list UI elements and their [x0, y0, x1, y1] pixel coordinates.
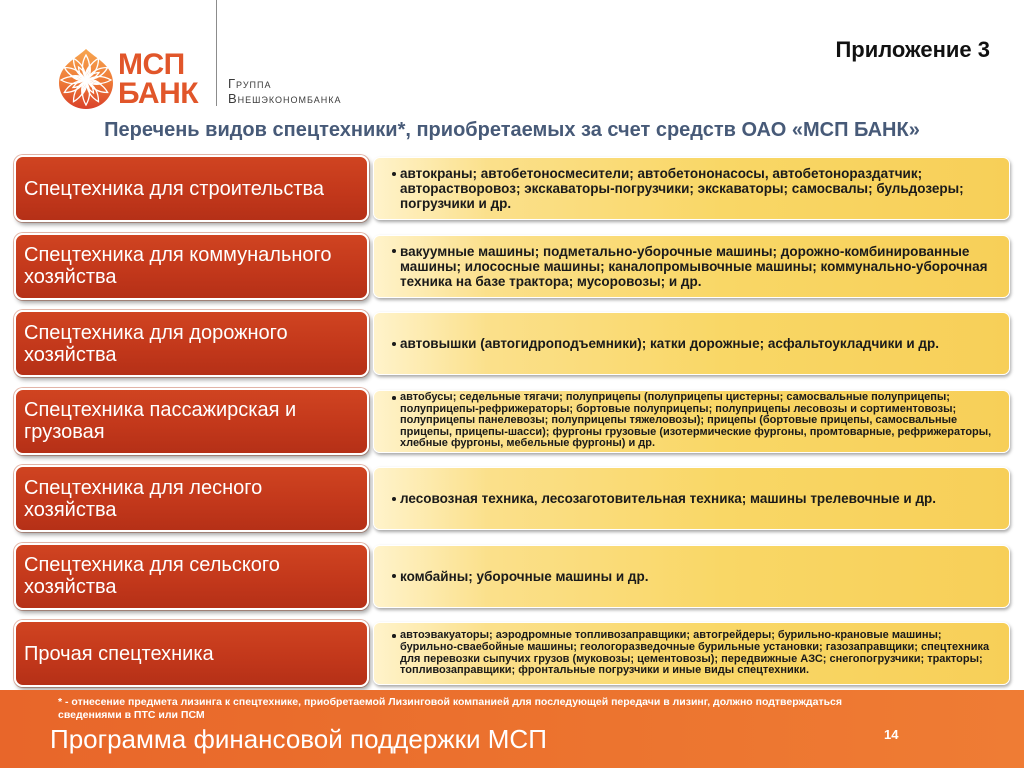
category-label: Спецтехника для коммунального хозяйства: [24, 244, 332, 288]
items-text: [392, 166, 995, 211]
items-list: вакуумные машины; подметально-уборочные машины; дорожно-комбинированные машины; илососные машины; каналопромывочные машины; коммунально-уборочная техника на базе трактора; мусоровозы; и др.: [400, 243, 988, 289]
items-text: [392, 336, 939, 351]
bullet-icon: [392, 172, 396, 176]
program-title: Программа финансовой поддержки МСП: [50, 724, 547, 754]
items-box: [373, 235, 1010, 298]
items-box: [373, 157, 1010, 220]
items-box: [373, 390, 1010, 453]
items-box: [373, 622, 1010, 685]
items-box: [373, 312, 1010, 375]
logo-name-line2: БАНК: [118, 77, 199, 110]
category-label: Прочая спецтехника: [24, 642, 214, 665]
logo-divider: [216, 0, 217, 106]
equipment-row: [14, 388, 1010, 455]
items-text: [392, 569, 648, 584]
items-list: автоэвакуаторы; аэродромные топливозаправщики; автогрейдеры; бурильно-крановые машины; бурильно-сваебойные машины; геологоразведочные бурильные установки; газозаправщики; спецтехника для перевозки сыпучих грузов (муковозы; цементовозы); передвижные АЗС; снегопогрузчики; тракторы; топливозаправщики; фронтальные погрузчики и иные виды спецтехники.: [400, 629, 990, 677]
logo-group-line2: Внешэкономбанка: [228, 91, 342, 106]
category-label: Спецтехника для сельского хозяйства: [24, 554, 280, 598]
pinecone-logo-icon: [56, 46, 116, 110]
appendix-label: Приложение 3: [835, 37, 990, 62]
category-label: Спецтехника пассажирская и грузовая: [24, 399, 297, 443]
category-box: [14, 155, 369, 222]
category-box: [14, 388, 369, 455]
items-text: [392, 491, 936, 506]
bullet-icon: [392, 342, 396, 346]
page-number: 14: [884, 727, 899, 742]
category-box: [14, 233, 369, 300]
equipment-row: [14, 543, 1010, 610]
footer-band: [0, 690, 1024, 768]
slide-title: Перечень видов спецтехники*, приобретаемых за счет средств ОАО «МСП БАНК»: [104, 119, 920, 141]
equipment-row: [14, 233, 1010, 300]
category-box: [14, 620, 369, 687]
logo-group-line1: Группа: [228, 76, 272, 91]
category-box: [14, 465, 369, 532]
items-list: комбайны; уборочные машины и др.: [400, 568, 649, 584]
bullet-icon: [392, 574, 396, 578]
category-label: Спецтехника для строительства: [24, 177, 325, 200]
logo-name-line1: МСП: [118, 48, 185, 81]
category-label: Спецтехника для лесного хозяйства: [24, 476, 263, 521]
bullet-icon: [392, 634, 396, 638]
category-box: [14, 310, 369, 377]
equipment-row: [14, 310, 1010, 377]
items-text: [392, 630, 995, 676]
equipment-row: [14, 155, 1010, 222]
items-list: лесовозная техника, лесозаготовительная техника; машины трелевочные и др.: [400, 491, 937, 506]
bullet-icon: [392, 497, 396, 501]
equipment-row: [14, 620, 1010, 687]
category-label: Спецтехника для дорожного хозяйства: [24, 321, 288, 366]
items-box: [373, 545, 1010, 608]
items-list: автовышки (автогидроподъемники); катки дорожные; асфальтоукладчики и др.: [400, 336, 939, 351]
items-box: [373, 467, 1010, 530]
category-box: [14, 543, 369, 610]
bullet-icon: [392, 396, 396, 400]
items-text: [392, 392, 995, 450]
items-list: автобусы; седельные тягачи; полуприцепы (полуприцепы цистерны; самосвальные полуприцепы; полуприцепы-рефрижераторы; бортовые полуприцепы; полуприцепы лесовозы и сортиментовозы; полуприцепы панелевозы; полуприцепы тяжеловозы); прицепы (бортовые прицепы, самосвальные прицепы, прицепы-шасси); фургоны грузовые (изотермические фургоны, промтоварные, рефрижераторы, хлебные фургоны, мебельные фургоны) и др.: [400, 391, 992, 450]
footnote-text: * - отнесение предмета лизинга к спецтехнике, приобретаемой Лизинговой компанией для последующей передачи в лизинг, должно подтверждаться сведениями в ПТС или ПСМ: [58, 696, 843, 721]
items-text: [392, 244, 995, 289]
bullet-icon: [392, 249, 396, 253]
equipment-table: [14, 155, 1010, 687]
equipment-row: [14, 465, 1010, 532]
items-list: автокраны; автобетоносмесители; автобетононасосы, автобетонораздатчик; авторастворовоз; экскаваторы-погрузчики; экскаваторы; самосвалы; бульдозеры; погрузчики и др.: [400, 166, 964, 211]
